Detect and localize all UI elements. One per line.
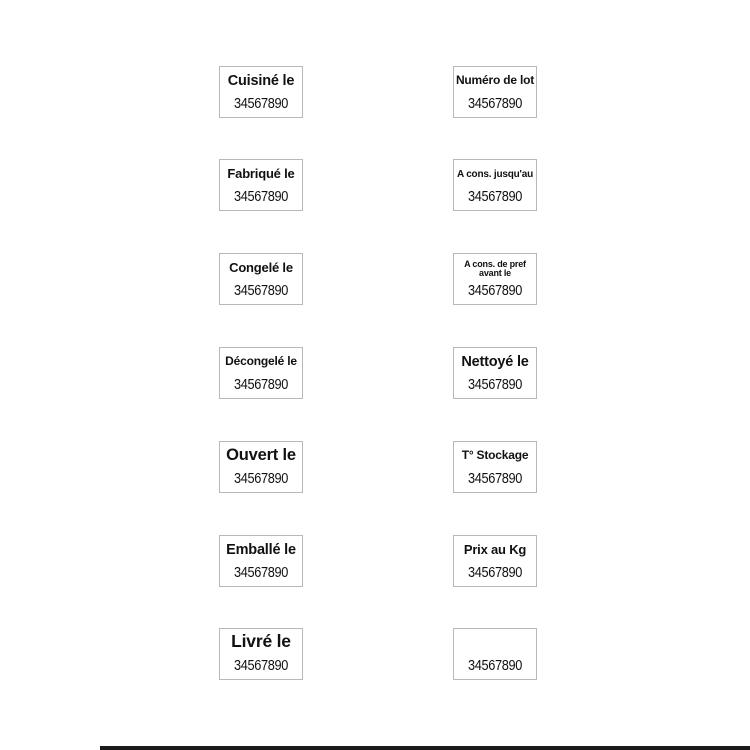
label-number: 34567890	[468, 658, 522, 674]
label-cons-pref	[453, 253, 537, 305]
label-number: 34567890	[468, 283, 522, 299]
label-number: 34567890	[234, 565, 288, 581]
label-title: Emballé le	[226, 542, 296, 558]
label-prix-kg	[453, 535, 537, 587]
label-blank	[453, 628, 537, 680]
label-number: 34567890	[234, 96, 288, 112]
bottom-edge-bar	[100, 746, 750, 750]
label-decongele	[219, 347, 303, 399]
label-title: Décongelé le	[225, 354, 297, 368]
label-title: T° Stockage	[461, 448, 529, 462]
label-nettoye	[453, 347, 537, 399]
label-title: Numéro de lot	[455, 73, 535, 87]
label-number: 34567890	[468, 377, 522, 393]
label-number: 34567890	[468, 189, 522, 205]
label-title: A cons. jusqu'au	[456, 169, 534, 180]
label-title: Livré le	[231, 631, 291, 651]
label-number: 34567890	[234, 283, 288, 299]
label-fabrique	[219, 159, 303, 211]
label-title: Ouvert le	[226, 446, 296, 464]
label-title: Fabriqué le	[227, 166, 295, 181]
label-livre	[219, 628, 303, 680]
label-title: Cuisiné le	[227, 73, 295, 89]
label-emballe	[219, 535, 303, 587]
label-numero-lot	[453, 66, 537, 118]
label-title: A cons. de pref avant le	[464, 259, 526, 278]
label-number: 34567890	[468, 565, 522, 581]
label-number: 34567890	[234, 377, 288, 393]
label-title: Nettoyé le	[461, 354, 529, 370]
label-congele	[219, 253, 303, 305]
label-stockage	[453, 441, 537, 493]
label-title: Prix au Kg	[463, 542, 527, 557]
label-number: 34567890	[234, 189, 288, 205]
label-cuisine	[219, 66, 303, 118]
label-ouvert	[219, 441, 303, 493]
label-number: 34567890	[468, 471, 522, 487]
label-number: 34567890	[234, 471, 288, 487]
label-number: 34567890	[234, 658, 288, 674]
label-number: 34567890	[468, 96, 522, 112]
label-cons-jusqu	[453, 159, 537, 211]
label-title: Congelé le	[229, 260, 293, 275]
